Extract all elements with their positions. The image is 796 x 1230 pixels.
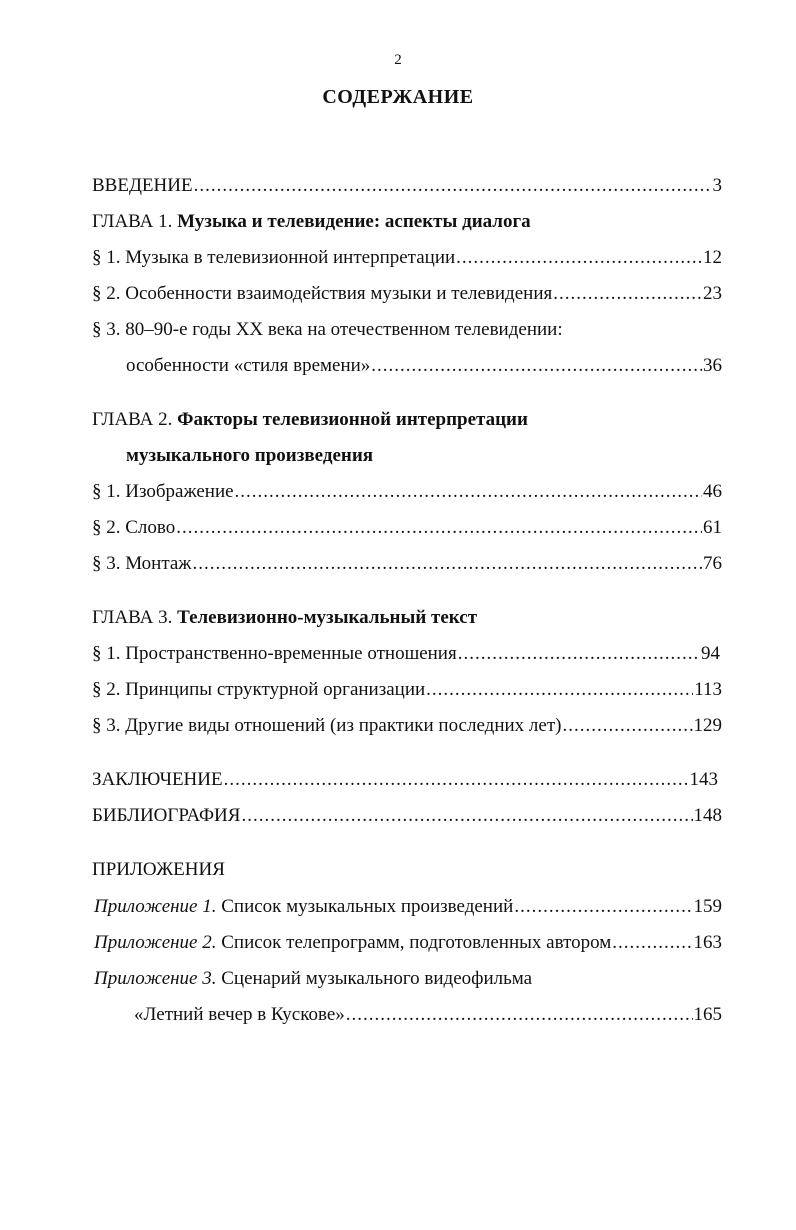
toc-label: § 2. Принципы структурной организации bbox=[92, 679, 426, 700]
dot-leader bbox=[235, 480, 702, 504]
toc-label: § 2. Особенности взаимодействия музыки и телевидения bbox=[92, 283, 553, 304]
dot-leader bbox=[553, 282, 702, 306]
toc-entry-ch2-s3[interactable] bbox=[92, 552, 722, 576]
toc-entry-appendix-2[interactable] bbox=[94, 931, 722, 955]
toc-page-number: 36 bbox=[703, 355, 722, 376]
toc-label: § 1. Пространственно-временные отношения bbox=[92, 643, 457, 664]
chapter-2-title-continued: музыкального произведения bbox=[126, 445, 374, 466]
toc-page-number: 113 bbox=[694, 679, 722, 700]
dot-leader bbox=[371, 354, 702, 378]
toc-label: Сценарий музыкального видеофильма bbox=[221, 968, 533, 989]
toc-page-number: 163 bbox=[693, 932, 722, 953]
dot-leader bbox=[456, 246, 702, 270]
toc-label: ЗАКЛЮЧЕНИЕ bbox=[92, 769, 223, 790]
toc-entry-ch3-s2[interactable] bbox=[92, 678, 722, 702]
toc-entry-ch2-s2[interactable] bbox=[92, 516, 722, 540]
toc-entry-ch1-s3-line1[interactable]: § 3. 80–90-е годы XX века на отечественном телевидении: bbox=[92, 319, 563, 340]
toc-label: ВВЕДЕНИЕ bbox=[92, 175, 193, 196]
appendix-prefix: Приложение 3. bbox=[94, 968, 217, 989]
chapter-3-heading bbox=[92, 606, 477, 630]
dot-leader bbox=[426, 678, 693, 702]
dot-leader bbox=[192, 552, 702, 576]
dot-leader bbox=[612, 931, 692, 955]
toc-label: § 1. Музыка в телевизионной интерпретации bbox=[92, 247, 456, 268]
toc-entry-intro[interactable] bbox=[92, 174, 722, 198]
dot-leader bbox=[224, 768, 689, 792]
toc-entry-appendix-3-line1[interactable] bbox=[94, 967, 532, 991]
appendices-heading: ПРИЛОЖЕНИЯ bbox=[92, 859, 225, 880]
chapter-1-heading bbox=[92, 210, 531, 234]
toc-entry-ch3-s1[interactable] bbox=[92, 642, 720, 666]
toc-entry-ch1-s2[interactable] bbox=[92, 282, 722, 306]
dot-leader bbox=[176, 516, 702, 540]
dot-leader bbox=[562, 714, 692, 738]
toc-entry-ch1-s1[interactable] bbox=[92, 246, 722, 270]
toc-page-number: 94 bbox=[701, 643, 720, 664]
toc-entry-ch3-s3[interactable] bbox=[92, 714, 722, 738]
toc-page-number: 76 bbox=[703, 553, 722, 574]
chapter-prefix: ГЛАВА 2. bbox=[92, 409, 173, 430]
toc-page-number: 61 bbox=[703, 517, 722, 538]
toc-label: БИБЛИОГРАФИЯ bbox=[92, 805, 241, 826]
dot-leader bbox=[241, 804, 692, 828]
toc-page-number: 129 bbox=[693, 715, 722, 736]
toc-page-number: 12 bbox=[703, 247, 722, 268]
toc-page-number: 23 bbox=[703, 283, 722, 304]
toc-page-number: 165 bbox=[693, 1004, 722, 1025]
chapter-prefix: ГЛАВА 1. bbox=[92, 211, 173, 232]
toc-page-number: 46 bbox=[703, 481, 722, 502]
toc-page-number: 3 bbox=[712, 175, 722, 196]
toc-entry-appendix-3[interactable] bbox=[134, 1003, 722, 1027]
toc-entry-conclusion[interactable] bbox=[92, 768, 718, 792]
toc-label: «Летний вечер в Кускове» bbox=[134, 1004, 345, 1025]
chapter-2-heading bbox=[92, 408, 528, 432]
dot-leader bbox=[194, 174, 712, 198]
chapter-title: Музыка и телевидение: аспекты диалога bbox=[177, 211, 531, 232]
toc-label: § 1. Изображение bbox=[92, 481, 234, 502]
toc-label: § 3. Монтаж bbox=[92, 553, 192, 574]
toc-page-number: 148 bbox=[693, 805, 722, 826]
chapter-prefix: ГЛАВА 3. bbox=[92, 607, 173, 628]
toc-label: § 3. Другие виды отношений (из практики последних лет) bbox=[92, 715, 562, 736]
dot-leader bbox=[514, 895, 692, 919]
toc-entry-ch2-s1[interactable] bbox=[92, 480, 722, 504]
dot-leader bbox=[346, 1003, 693, 1027]
toc-entry-appendix-1[interactable] bbox=[94, 895, 722, 919]
chapter-title: Факторы телевизионной интерпретации bbox=[177, 409, 528, 430]
page-number: 2 bbox=[394, 52, 402, 68]
toc-label: особенности «стиля времени» bbox=[126, 355, 371, 376]
dot-leader bbox=[458, 642, 700, 666]
page-title: СОДЕРЖАНИЕ bbox=[322, 86, 474, 108]
toc-entry-ch1-s3[interactable] bbox=[126, 354, 722, 378]
toc-label: § 2. Слово bbox=[92, 517, 176, 538]
appendix-prefix: Приложение 2. bbox=[94, 932, 217, 953]
toc-entry-bibliography[interactable] bbox=[92, 804, 722, 828]
toc-page-number: 159 bbox=[693, 896, 722, 917]
toc-page-number: 143 bbox=[689, 769, 718, 790]
toc-label: Список музыкальных произведений bbox=[221, 896, 514, 917]
appendix-prefix: Приложение 1. bbox=[94, 896, 217, 917]
toc-label: Список телепрограмм, подготовленных автором bbox=[221, 932, 612, 953]
chapter-title: Телевизионно-музыкальный текст bbox=[177, 607, 478, 628]
